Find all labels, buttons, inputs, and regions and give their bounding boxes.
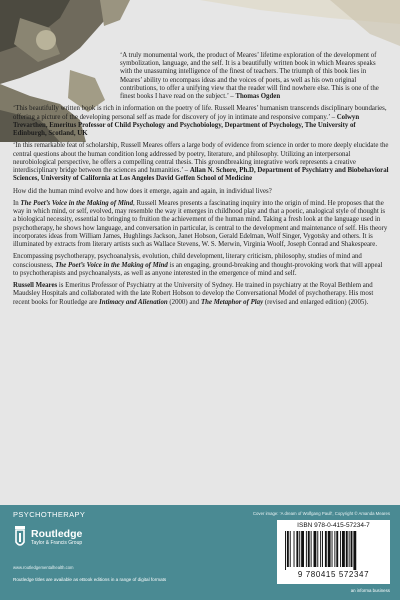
- publisher-name: Routledge: [31, 528, 83, 540]
- barcode-digits: 9 780415 572347: [297, 570, 370, 579]
- publisher-logo: [13, 526, 82, 550]
- question-line: How did the human mind evolve and how does it emerge, again and again, in individual lives?: [13, 187, 272, 195]
- routledge-logo-icon: [13, 526, 27, 550]
- blurb-ogden: ‘A truly monumental work, the product of Meares’ lifetime exploration of the development of symbolization, language, and the self. It is a beautifully written book in which Meares speaks with the unassuming intelligence of the finest of teachers. The triumph of this book lies in Meares’ ability to encompass ideas and the voices of poets, as well as his own original contributions, to offer a unifying view that the reader will find nowhere else. This is one of the finest books I have read on the subject.’ – Thomas Ogden: [120, 52, 379, 101]
- description-paragraph: In The Poet’s Voice in the Making of Mind, Russell Meares presents a fascinating inquiry into the origin of mind. He proposes that the way in which mind, or self, evolved, may resemble the way it emerges in childhood play and that a poetic, analogical style of thought is a biological necessity, essential to bringing to fruition the achievement of the human mind. Taking a fresh look at the language used in psychotherapy, he shows how language, and conversation in particular, is central to the development and maintenance of self. His theory incorporates ideas from William James, Hughlings Jackson, Janet Hobson, Gerald Edelman, Wolf Singer, Vygotsky and others. It is illuminated by extracts from literary artists such as Wallace Stevens, W. S. Merwin, Virginia Woolf, Joseph Conrad and Shakespeare.: [13, 200, 388, 249]
- ebook-note: Routledge titles are available as eBook editions in a range of digital formats: [13, 577, 167, 582]
- publisher-group: Taylor & Francis Group: [31, 540, 83, 546]
- back-cover-text: [13, 0, 389, 311]
- publisher-website: www.routledgementalhealth.com: [13, 565, 74, 570]
- publisher-text: [31, 529, 82, 547]
- subject-category: PSYCHOTHERAPY: [13, 510, 86, 519]
- barcode-icon: [284, 531, 384, 570]
- blurb-schore: ‘In this remarkable feat of scholarship, Russell Meares offers a large body of evidence from science in order to more deeply elucidate the central questions about the human condition long addressed by poetry, literature, and philosophy. Utilizing an interpersonal neurobiological perspective, he offers a compelling central thesis. This groundbreaking integrative work represents a creative interdisciplinary bridge between the sciences and humanities.’ – Allan N. Schore, Ph.D, Department of Psychiatry and Biobehavioral Sciences, University of California at Los Angeles David Geffen School of Medicine: [13, 142, 389, 183]
- cover-image-credit: Cover image: ‘A dream of Wolfgang Paull’, Copyright © Amanda Meares: [252, 511, 390, 516]
- blurb-trevarthen: ‘This beautifully written book is rich in information on the poetry of life. Russell Meares’ humanism transcends disciplinary boundaries, offering a picture of the developing personal self as made for discovery of joy in intimate and responsive company.’ – Colwyn Trevarthen, Emeritus Professor of Child Psychology and Psychobiology, Department of Psychology, The University of Edinburgh, Scotland, UK: [13, 105, 387, 138]
- author-bio: Russell Meares is Emeritus Professor of Psychiatry at the University of Sydney. He trained in psychiatry at the Royal Bethlem and Maudsley Hospitals and collaborated with the late Robert Hobson to develop the Conversational Model of psychotherapy. His most recent books for Routledge are Intimacy and Alienation (2000) and The Metaphor of Play (revised and enlarged edition) (2005).: [13, 282, 374, 306]
- isbn-number: ISBN 978-0-415-57234-7: [297, 522, 370, 529]
- audience-paragraph: Encompassing psychotherapy, psychoanalysis, evolution, child development, literary criticism, philosophy, studies of mind and consciousness, The Poet’s Voice in the Making of Mind is an engaging, ground-breaking and thought-provoking work that will appeal to psychotherapists and psychoanalysts, as well as anyone interested in the emergence of mind and self.: [13, 253, 383, 277]
- isbn-barcode-box: [277, 520, 390, 584]
- informa-business-note: an informa business: [350, 588, 390, 593]
